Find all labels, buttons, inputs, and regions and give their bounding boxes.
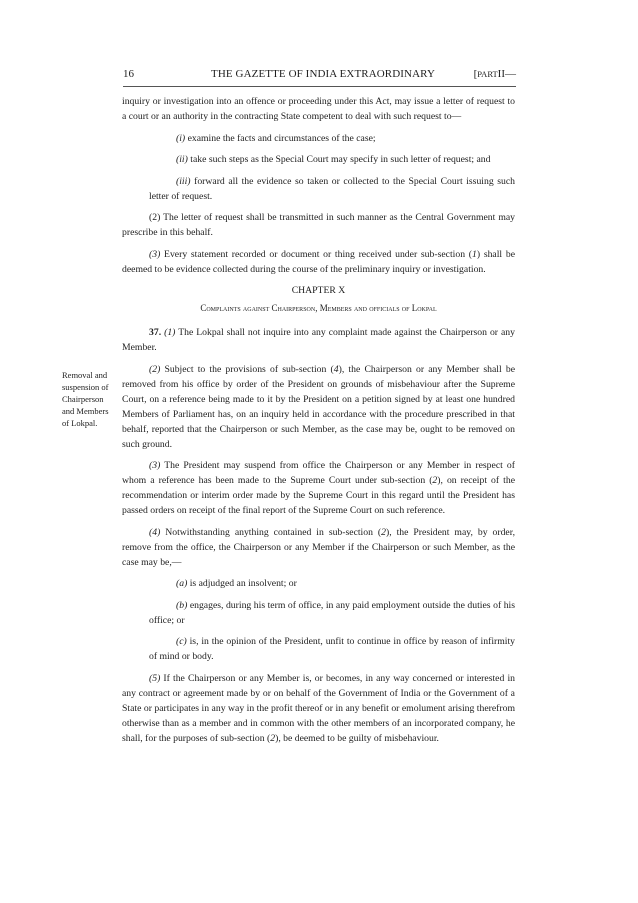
clause-c: (c) is, in the opinion of the President, unfit to continue in office by reason of infirmity of mind or body. [149,636,515,662]
page-header [123,67,516,81]
section-37-2: (2) Subject to the provisions of sub-section (4), the Chairperson or any Member shall be removed from his office by order of the President on grounds of misbehaviour after the Supreme Court, on a reference being made to it by the President on a petition signed by at least one hundred Members of Parliament has, on an inquiry held in accordance with the procedure prescribed in that behalf, reported that the Chairperson or such Member, as the case may be, ought to be removed on such ground. [122,363,515,450]
section-37-4: (4) Notwithstanding anything contained in sub-section (2), the President may, by order, remove from the office, the Chairperson or any Member if the Chairperson or such Member, as the case may be,— [122,526,515,568]
subsection-2-letter: (2) The letter of request shall be transmitted in such manner as the Central Government may prescribe in this behalf. [122,212,515,238]
header-rule [123,86,516,87]
page-number: 16 [123,68,134,80]
document-body [122,94,515,752]
section-37-5: (5) If the Chairperson or any Member is, or becomes, in any way concerned or interested in any contract or agreement made by or on behalf of the Government of India or the Government of a State or participates in any way in the profit thereof or in any benefit or emolument arising therefrom otherwise than as a member and in common with the other members of an incorporated company, he shall, for the purposes of sub-section (2), be deemed to be guilty of misbehaviour. [122,672,515,744]
part-open: [ [473,68,478,80]
part-suffix: II— [497,68,516,80]
part-word: PART [477,69,498,79]
clause-iii: (iii) forward all the evidence so taken or collected to the Special Court issuing such letter of request. [149,175,515,202]
chapter-subheading: Complaints against Chairperson, Members and officials of Lokpal [200,303,437,313]
part-label [474,67,516,81]
section-37-3: (3) The President may suspend from office the Chairperson or any Member in respect of whom a reference has been made to the Supreme Court under sub-section (2), on receipt of the recommendation or interim order made by the Supreme Court in this regard until the President has passed orders on receipt of the final report of the Supreme Court on such reference. [122,460,515,516]
clause-b: (b) engages, during his term of office, in any paid employment outside the duties of his office; or [149,599,515,626]
para-continuation: inquiry or investigation into an offence or proceeding under this Act, may issue a letter of request to a court or an authority in the contracting State competent to deal with such request to— [122,96,515,122]
section-37-1: 37. (1) The Lokpal shall not inquire into any complaint made against the Chairperson or any Member. [122,327,515,353]
clause-ii: (ii) take such steps as the Special Court may specify in such letter of request; and [176,154,491,165]
margin-note: Removal and suspension of Chairperson and Members of Lokpal. [62,370,109,428]
clause-a: (a) is adjudged an insolvent; or [176,578,297,589]
chapter-heading: CHAPTER X [291,285,346,296]
subsection-3-statement: (3) Every statement recorded or document or thing received under sub-section (1) shall be deemed to be evidence collected during the course of the preliminary inquiry or investigation. [122,248,515,275]
gazette-title: THE GAZETTE OF INDIA EXTRAORDINARY [211,68,435,80]
clause-i: (i) examine the facts and circumstances of the case; [176,132,376,144]
